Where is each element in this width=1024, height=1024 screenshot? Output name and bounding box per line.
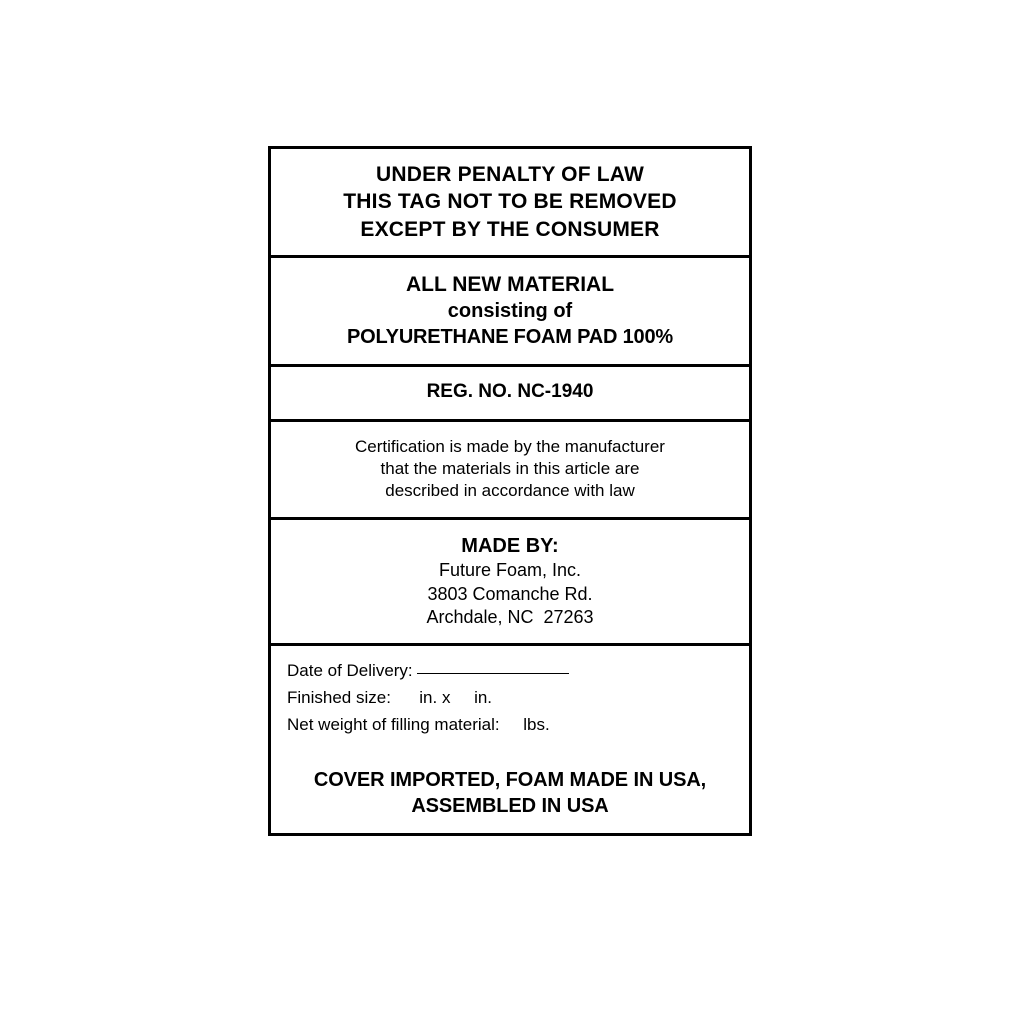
origin-statement (271, 767, 749, 819)
material-section (271, 258, 749, 367)
fill-in-fields (271, 658, 749, 739)
material-line-1: ALL NEW MATERIAL (405, 272, 615, 296)
penalty-line-1: UNDER PENALTY OF LAW (375, 163, 645, 186)
material-line-3: POLYURETHANE FOAM PAD 100% (347, 326, 673, 349)
details-section (271, 646, 749, 833)
certification-section (271, 422, 749, 520)
net-weight-row: Net weight of filling material: lbs. (287, 715, 550, 735)
penalty-line-3: EXCEPT BY THE CONSUMER (360, 217, 660, 241)
registration-section (271, 367, 749, 422)
origin-line-2: ASSEMBLED IN USA (411, 794, 609, 817)
origin-line-1: COVER IMPORTED, FOAM MADE IN USA, (313, 768, 707, 791)
manufacturer-street: 3803 Comanche Rd. (427, 583, 593, 604)
material-line-2: consisting of (447, 300, 573, 323)
registration-number: REG. NO. NC-1940 (426, 381, 594, 403)
made-by-heading: MADE BY: (461, 535, 559, 558)
manufacturer-company: Future Foam, Inc. (438, 560, 582, 581)
manufacturer-section (271, 520, 749, 646)
manufacturer-city-state-zip: Archdale, NC 27263 (426, 606, 594, 627)
penalty-section (271, 149, 749, 258)
delivery-date-row (287, 658, 733, 685)
certification-line-3: described in accordance with law (385, 481, 635, 501)
delivery-date-input[interactable] (417, 673, 569, 674)
law-label-tag (268, 146, 752, 836)
finished-size-row: Finished size: in. x in. (287, 688, 493, 708)
certification-line-2: that the materials in this article are (380, 458, 640, 478)
delivery-date-label: Date of Delivery: (287, 661, 413, 681)
penalty-line-2: THIS TAG NOT TO BE REMOVED (343, 190, 677, 214)
certification-line-1: Certification is made by the manufacturer (355, 436, 665, 456)
